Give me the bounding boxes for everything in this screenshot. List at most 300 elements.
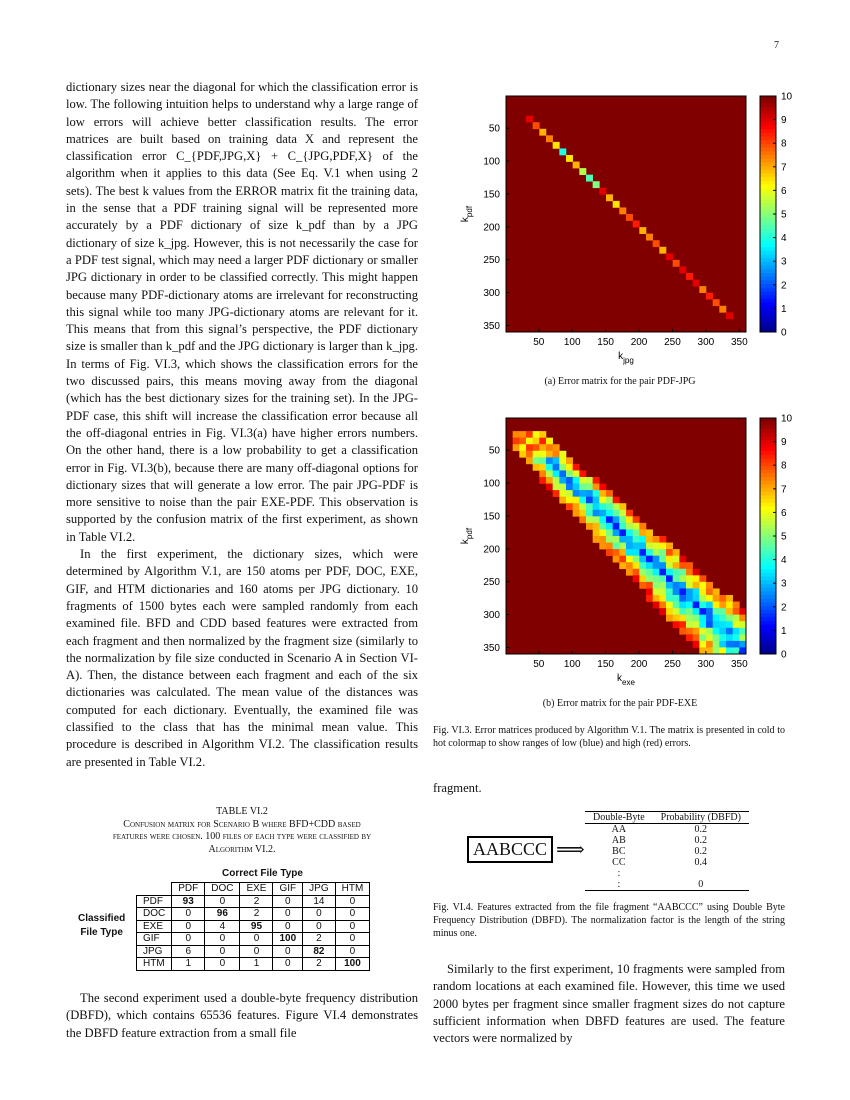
x-tick-label: 150: [597, 337, 614, 348]
colorbar-segment: [760, 177, 776, 181]
heatmap-cell: [733, 608, 740, 615]
heatmap-cell: [653, 575, 660, 582]
heatmap-cell: [686, 608, 693, 615]
heatmap-cell: [559, 470, 566, 477]
colorbar-segment: [760, 540, 776, 544]
heatmap-cell: [593, 510, 600, 517]
heatmap-cell: [706, 647, 713, 654]
heatmap-cell: [513, 431, 520, 438]
x-tick-label: 250: [664, 659, 681, 670]
dbfd-cell: [653, 868, 749, 879]
heatmap-cell: [659, 588, 666, 595]
heatmap-cell: [646, 562, 653, 569]
heatmap-cell: [686, 588, 693, 595]
heatmap-cell: [639, 575, 646, 582]
heatmap-cell: [579, 510, 586, 517]
colorbar-tick-label: 6: [781, 185, 787, 197]
colorbar-segment: [760, 196, 776, 200]
colorbar-tick-label: 0: [781, 327, 787, 339]
heatmap-cell: [726, 608, 733, 615]
colorbar-segment: [760, 162, 776, 166]
heatmap-cell: [673, 260, 680, 267]
row-header: JPG: [137, 945, 172, 958]
colorbar-segment: [760, 155, 776, 159]
table-caption-line-2: features were chosen. 100 files of each type were classified by: [112, 831, 372, 842]
colorbar-segment: [760, 236, 776, 240]
colorbar-segment: [760, 602, 776, 606]
heatmap-cell: [519, 451, 526, 458]
colorbar-segment: [760, 558, 776, 562]
heatmap-cell: [693, 628, 700, 635]
colorbar-segment: [760, 303, 776, 307]
heatmap-cell: [679, 608, 686, 615]
colorbar-segment: [760, 495, 776, 499]
colorbar-segment: [760, 433, 776, 437]
colorbar-segment: [760, 111, 776, 115]
heatmap-cell: [726, 634, 733, 641]
heatmap-cell: [653, 582, 660, 589]
colorbar-segment: [760, 440, 776, 444]
heatmap-cell: [693, 280, 700, 287]
heatmap-cell: [539, 470, 546, 477]
heatmap-cell: [613, 529, 620, 536]
colorbar-segment: [760, 240, 776, 244]
table-cell: 100: [335, 958, 370, 971]
heatmap-cell: [646, 588, 653, 595]
heatmap-cell: [593, 516, 600, 523]
heatmap-cell: [619, 549, 626, 556]
heatmap-cell: [559, 464, 566, 471]
heatmap-cell: [639, 536, 646, 543]
table-title: [66, 806, 418, 856]
heatmap-cell: [579, 484, 586, 491]
heatmap-cell: [693, 588, 700, 595]
heatmap-cell: [533, 451, 540, 458]
colorbar-tick-label: 7: [781, 162, 787, 174]
colorbar-segment: [760, 214, 776, 218]
heatmap-cell: [666, 575, 673, 582]
heatmap-cell: [586, 175, 593, 182]
heatmap-cell: [639, 227, 646, 234]
colorbar-segment: [760, 129, 776, 133]
heatmap-cell: [586, 484, 593, 491]
heatmap-cell: [699, 615, 706, 622]
heatmap-cell: [693, 595, 700, 602]
heatmap-cell: [599, 188, 606, 195]
heatmap-cell: [566, 484, 573, 491]
table-row: [137, 958, 370, 971]
table-cell: 100: [273, 933, 303, 946]
heatmap-cell: [726, 312, 733, 319]
colorbar-segment: [760, 429, 776, 433]
heatmap-cell: [633, 556, 640, 563]
colorbar-tick-label: 8: [781, 460, 787, 472]
colorbar-segment: [760, 273, 776, 277]
heatmap-cell: [533, 464, 540, 471]
y-tick-label: 350: [483, 642, 500, 654]
heatmap-cell: [666, 562, 673, 569]
heatmap-cell: [726, 595, 733, 602]
heatmap-cell: [726, 628, 733, 635]
heatmap-cell: [626, 549, 633, 556]
heatmap-cell: [686, 273, 693, 280]
heatmap-cell: [553, 484, 560, 491]
colorbar-segment: [760, 543, 776, 547]
heatmap-cell: [573, 510, 580, 517]
heatmap-cell: [626, 562, 633, 569]
heatmap-cell: [706, 628, 713, 635]
colorbar-segment: [760, 192, 776, 196]
table-cell: 0: [273, 920, 303, 933]
table-cell: 2: [240, 895, 273, 908]
colorbar-segment: [760, 280, 776, 284]
heatmap-cell: [546, 477, 553, 484]
implies-arrow-icon: ⟹: [556, 839, 585, 861]
dbfd-cell: AB: [611, 835, 626, 846]
colorbar-segment: [760, 314, 776, 318]
x-tick-label: 350: [730, 659, 748, 670]
fragment-box: AABCCC: [467, 836, 553, 863]
heatmap-cell: [533, 457, 540, 464]
heatmap-cell: [613, 516, 620, 523]
heatmap-cell: [586, 497, 593, 504]
heatmap-cell: [546, 457, 553, 464]
heatmap-cell: [559, 457, 566, 464]
table-cell: 93: [172, 895, 205, 908]
heatmap-cell: [619, 543, 626, 550]
heatmap-cell: [513, 444, 520, 451]
heatmap-cell: [519, 438, 526, 445]
heatmap-cell: [673, 588, 680, 595]
colorbar-segment: [760, 459, 776, 463]
heatmap-cell: [679, 621, 686, 628]
heatmap-cell: [653, 602, 660, 609]
table-cell: 14: [303, 895, 335, 908]
heatmap-cell: [573, 484, 580, 491]
heatmap-cell: [719, 306, 726, 313]
heatmap-cell: [579, 503, 586, 510]
heatmap-cell: [619, 503, 626, 510]
heatmap-cell: [626, 510, 633, 517]
colorbar-segment: [760, 632, 776, 636]
classified-label-line-1: Classified: [78, 913, 126, 924]
colorbar-segment: [760, 636, 776, 640]
heatmap-cell: [606, 490, 613, 497]
heatmap-cell: [666, 615, 673, 622]
heatmap-cell: [679, 562, 686, 569]
heatmap-cell: [666, 569, 673, 576]
heatmap-cell: [693, 582, 700, 589]
x-tick-label: 100: [563, 337, 581, 348]
colorbar-tick-label: 10: [781, 91, 793, 103]
heatmap-cell: [546, 464, 553, 471]
heatmap-cell: [593, 181, 600, 188]
heatmap-cell: [586, 477, 593, 484]
heatmap-cell: [706, 615, 713, 622]
heatmap-cell: [646, 569, 653, 576]
heatmap-cell: [553, 444, 560, 451]
heatmap-cell: [739, 621, 746, 628]
colorbar-tick-label: 9: [781, 115, 787, 127]
x-tick-label: 300: [697, 337, 715, 348]
heatmap-cell: [666, 588, 673, 595]
heatmap-cell: [699, 621, 706, 628]
row-header: GIF: [137, 933, 172, 946]
heatmap-cell: [639, 582, 646, 589]
heatmap-cell: [706, 608, 713, 615]
heatmap-cell: [633, 516, 640, 523]
y-tick-label: 250: [483, 577, 500, 589]
heatmap-cell: [533, 122, 540, 129]
heatmap-cell: [739, 628, 746, 635]
heatmap-cell: [539, 129, 546, 136]
heatmap-cell: [613, 523, 620, 530]
heatmap-cell: [673, 595, 680, 602]
colorbar-tick-label: 2: [781, 602, 787, 614]
heatmap-cell: [739, 647, 746, 654]
heatmap-cell: [633, 523, 640, 530]
heatmap-cell: [706, 641, 713, 648]
colorbar-segment: [760, 148, 776, 152]
heatmap-cell: [573, 470, 580, 477]
heatmap-cell: [586, 516, 593, 523]
heatmap-cell: [659, 536, 666, 543]
colorbar-segment: [760, 621, 776, 625]
colorbar-tick-label: 8: [781, 138, 787, 150]
colorbar-segment: [760, 569, 776, 573]
heatmap-cell: [619, 510, 626, 517]
heatmap-cell: [619, 556, 626, 563]
heatmap-cell: [659, 549, 666, 556]
table-cell: 0: [303, 908, 335, 921]
heatmap-cell: [606, 523, 613, 530]
x-tick-label: 100: [563, 659, 581, 670]
heatmap-cell: [539, 457, 546, 464]
heatmap-cell: [733, 634, 740, 641]
heatmap-cell: [726, 621, 733, 628]
dbfd-row: [585, 868, 749, 879]
y-tick-label: 300: [483, 610, 500, 622]
colorbar-segment: [760, 643, 776, 647]
colorbar-segment: [760, 170, 776, 174]
heatmap-cell: [719, 615, 726, 622]
heatmap-cell: [626, 536, 633, 543]
heatmap-cell: [679, 266, 686, 273]
colorbar-segment: [760, 613, 776, 617]
heatmap-cell: [686, 602, 693, 609]
colorbar-tick-label: 5: [781, 209, 787, 221]
heatmap-cell: [706, 595, 713, 602]
heatmap-cell: [679, 615, 686, 622]
colorbar-tick-label: 2: [781, 280, 787, 292]
heatmap-cell: [633, 543, 640, 550]
colorbar-segment: [760, 484, 776, 488]
dbfd-row: [585, 835, 749, 846]
dbfd-cell: BC: [612, 846, 626, 857]
colorbar-segment: [760, 470, 776, 474]
colorbar-segment: [760, 269, 776, 273]
dbfd-row: [585, 879, 749, 891]
colorbar-segment: [760, 462, 776, 466]
heatmap-cell: [606, 497, 613, 504]
heatmap-cell: [713, 641, 720, 648]
heatmap-cell: [633, 529, 640, 536]
colorbar-segment: [760, 436, 776, 440]
heatmap-cell: [619, 562, 626, 569]
heatmap-cell: [699, 608, 706, 615]
colorbar-segment: [760, 173, 776, 177]
heatmap-cell: [706, 588, 713, 595]
heatmap-cell: [666, 253, 673, 260]
heatmap-cell: [713, 299, 720, 306]
table-cell: 0: [273, 958, 303, 971]
heatmap-cell: [646, 575, 653, 582]
heatmap-cell: [546, 451, 553, 458]
colorbar-segment: [760, 221, 776, 225]
heatmap-cell: [653, 595, 660, 602]
table-cell: 2: [303, 933, 335, 946]
table-cell: 0: [205, 895, 240, 908]
heatmap-cell: [693, 621, 700, 628]
table-cell: 0: [205, 958, 240, 971]
heatmap-cell: [686, 575, 693, 582]
heatmap-cell: [533, 438, 540, 445]
table-cell: 0: [240, 933, 273, 946]
table-cell: 96: [205, 908, 240, 921]
colorbar-segment: [760, 321, 776, 325]
heatmap-cell: [553, 142, 560, 149]
colorbar-segment: [760, 466, 776, 470]
heatmap-cell: [726, 647, 733, 654]
colorbar-segment: [760, 277, 776, 281]
colorbar-segment: [760, 225, 776, 229]
heatmap-cell: [599, 510, 606, 517]
table-cell: 0: [335, 908, 370, 921]
colorbar-segment: [760, 229, 776, 233]
column-header: GIF: [273, 883, 303, 896]
heatmap-cell: [659, 556, 666, 563]
heatmap-cell: [539, 477, 546, 484]
colorbar-segment: [760, 247, 776, 251]
colorbar-segment: [760, 492, 776, 496]
heatmap-cell: [613, 536, 620, 543]
colorbar-segment: [760, 232, 776, 236]
colorbar-segment: [760, 551, 776, 555]
heatmap-cell: [673, 569, 680, 576]
heatmap-cell: [513, 438, 520, 445]
heatmap-cell: [666, 543, 673, 550]
heatmap-cell: [559, 477, 566, 484]
heatmap-cell: [639, 523, 646, 530]
heatmap-cell: [573, 464, 580, 471]
heatmap-cell: [553, 464, 560, 471]
table-row: [137, 908, 370, 921]
heatmap-cell: [673, 562, 680, 569]
colorbar-tick-label: 1: [781, 625, 787, 637]
heatmap-cell: [733, 641, 740, 648]
colorbar-segment: [760, 137, 776, 141]
heatmap-cell: [706, 602, 713, 609]
heatmap-cell: [566, 155, 573, 162]
dbfd-cell: 0.2: [694, 835, 708, 846]
table-cell: 1: [172, 958, 205, 971]
colorbar-segment: [760, 499, 776, 503]
heatmap-cell: [686, 621, 693, 628]
heatmap-cell: [693, 602, 700, 609]
colorbar-segment: [760, 258, 776, 262]
colorbar-segment: [760, 299, 776, 303]
table-cell: 0: [335, 933, 370, 946]
heatmap-cell: [606, 510, 613, 517]
y-tick-label: 200: [483, 544, 500, 556]
y-tick-label: 250: [483, 255, 500, 267]
colorbar-segment: [760, 473, 776, 477]
column-header: JPG: [303, 883, 335, 896]
heatmap-cell: [559, 497, 566, 504]
table-cell: 4: [205, 920, 240, 933]
heatmap-cell: [566, 503, 573, 510]
heatmap-cell: [739, 608, 746, 615]
heatmap-cell: [553, 457, 560, 464]
colorbar-tick-label: 4: [781, 233, 787, 245]
colorbar-segment: [760, 577, 776, 581]
heatmap-cell: [693, 608, 700, 615]
heatmap-cell: [739, 641, 746, 648]
heatmap-cell: [733, 647, 740, 654]
confusion-matrix-table: [136, 882, 370, 971]
heatmap-cell: [599, 536, 606, 543]
colorbar-segment: [760, 573, 776, 577]
dbfd-cell: 0.2: [694, 846, 708, 857]
error-matrix-pdf-exe: [440, 408, 800, 698]
heatmap-cell: [539, 438, 546, 445]
heatmap-cell: [593, 523, 600, 530]
heatmap-cell: [693, 615, 700, 622]
heatmap-cell: [593, 529, 600, 536]
heatmap-cell: [646, 556, 653, 563]
heatmap-cell: [646, 529, 653, 536]
heatmap-cell: [666, 549, 673, 556]
heatmap-cell: [673, 582, 680, 589]
heatmap-cell: [553, 477, 560, 484]
table-cell: 0: [240, 945, 273, 958]
heatmap-cell: [619, 523, 626, 530]
heatmap-cell: [699, 582, 706, 589]
heatmap-cell: [546, 438, 553, 445]
heatmap-cell: [673, 549, 680, 556]
heatmap-cell: [579, 477, 586, 484]
heatmap-cell: [566, 490, 573, 497]
paragraph-1: dictionary sizes near the diagonal for which the classification error is low. The following intuition helps to understand why a large range of low errors will achieve better classification results. The error matrices are built based on training data X and represent the classification error C_{PDF,JPG,X} + C_{JPG,PDF,X} of the algorithm when it applies to this data (See Eq. V.1 when using 2 sets). The best k values from the ERROR matrix fit the training data, in the sense that a PDF training signal will be represented more accurately by a PDF dictionary of size k_pdf than by a JPG dictionary of size k_jpg. However, this is not necessarily the case for a PDF test signal, which may need a larger PDF dictionary or smaller JPG dictionary in order to be classified correctly. This might happen because many PDF-dictionary atoms are irrelevant for reconstructing this signal while too many JPG-dictionary atoms are relevant for it. This means that from this signal’s perspective, the PDF dictionary size is smaller than k_pdf and the JPG dictionary is larger than k_jpg. In terms of Fig. VI.3, which shows the classification errors for the two discussed pairs, this means moving away from the diagonal (which has the best dictionary sizes for the training set). In the JPG-PDF case, this shift will increase the classification error because all the off-diagonal entries in Fig. VI.3(a) have higher errors numbers. On the other hand, there is a low probability to get a classification error in Fig. VI.3(b), because there are many off-diagonal options for dictionary sizes that will generate a low error. The pair JPG-PDF is more sensitive to noise than the pair EXE-PDF. This observation is supported by the confusion matrix of the first experiment, as shown in Table VI.2.: [66, 80, 418, 544]
heatmap-cell: [679, 628, 686, 635]
heatmap-cell: [706, 621, 713, 628]
table-label: TABLE VI.2: [216, 806, 268, 817]
table-cell: 0: [335, 945, 370, 958]
heatmap-cell: [619, 529, 626, 536]
heatmap-cell: [666, 595, 673, 602]
heatmap-cell: [733, 628, 740, 635]
heatmap-cell: [606, 536, 613, 543]
table-row: [137, 895, 370, 908]
colorbar-tick-label: 3: [781, 578, 787, 590]
heatmap-cell: [653, 549, 660, 556]
colorbar-segment: [760, 599, 776, 603]
heatmap-cell: [693, 575, 700, 582]
table-row: [137, 945, 370, 958]
heatmap-cell: [546, 444, 553, 451]
heatmap-cell: [599, 529, 606, 536]
row-header: HTM: [137, 958, 172, 971]
